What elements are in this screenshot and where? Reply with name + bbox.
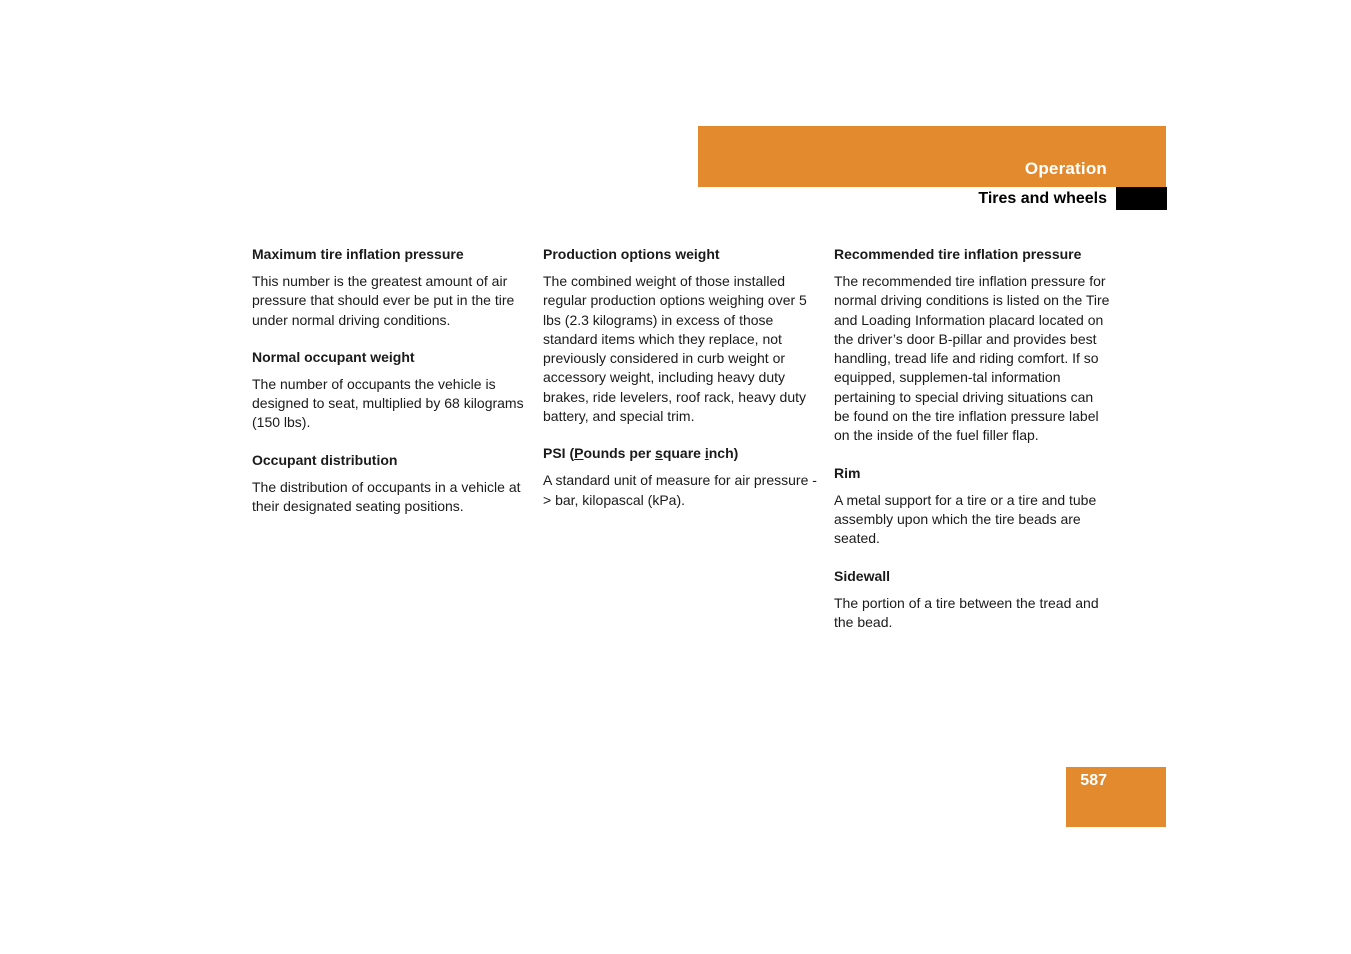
- entry-heading: Rim: [834, 464, 861, 481]
- entry-text: The distribution of occupants in a vehicle at their designated seating positions.: [252, 478, 521, 515]
- subsection-title: Tires and wheels: [978, 190, 1107, 207]
- entry-heading: Recommended tire inflation pressure: [834, 246, 1082, 262]
- psi-heading-letter-s: s: [655, 445, 663, 462]
- psi-heading-letter-p: P: [574, 445, 584, 462]
- psi-heading-part: quare: [662, 445, 705, 462]
- entry-text: A standard unit of measure for air pressure -> bar, kilopascal (kPa).: [543, 472, 817, 508]
- psi-heading-letter-i: i: [704, 445, 709, 462]
- psi-heading-part: PSI (: [543, 445, 575, 462]
- page-number: 587: [1080, 772, 1107, 789]
- entry-text: The portion of a tire between the tread and the bead.: [834, 594, 1099, 630]
- psi-heading-part: ounds per: [583, 445, 656, 462]
- psi-heading-part: nch): [708, 445, 739, 462]
- entry-text: The combined weight of those installed regular production options weighing over 5 lbs (2.3 kilograms) in excess of those standard items which they replace, not previously considered in curb weight or accessory weight, including heavy duty brakes, ride levelers, roof rack, heavy duty battery, and special trim.: [543, 273, 807, 425]
- entry-heading: Normal occupant weight: [252, 348, 415, 365]
- entry-heading: Production options weight: [543, 246, 720, 262]
- section-tab-marker: [1116, 187, 1167, 210]
- entry-heading: Occupant distribution: [252, 451, 398, 468]
- psi-heading: [543, 444, 819, 463]
- entry-heading: Sidewall: [834, 567, 891, 584]
- column-1: [252, 245, 528, 534]
- section-title: Operation: [1024, 159, 1107, 178]
- entry-text: The recommended tire inflation pressure for normal driving conditions is listed on the Tire and Loading Information placard located on the driver’s door B-pillar and provides best handling, tread life and riding comfort. If so equipped, supplemen-tal information pertaining to special driving situations can be found on the tire inflation pressure label on the inside of the fuel filler flap.: [834, 273, 1110, 444]
- entry-heading: Maximum tire inflation pressure: [252, 246, 464, 262]
- column-3: [834, 245, 1110, 650]
- entry-text: A metal support for a tire or a tire and tube assembly upon which the tire beads are seated.: [834, 491, 1097, 547]
- entry-text: This number is the greatest amount of air pressure that should ever be put in the tire under normal driving conditions.: [252, 273, 515, 328]
- column-2: [543, 245, 819, 528]
- entry-text: The number of occupants the vehicle is designed to seat, multiplied by 68 kilograms (150 lbs).: [252, 375, 524, 431]
